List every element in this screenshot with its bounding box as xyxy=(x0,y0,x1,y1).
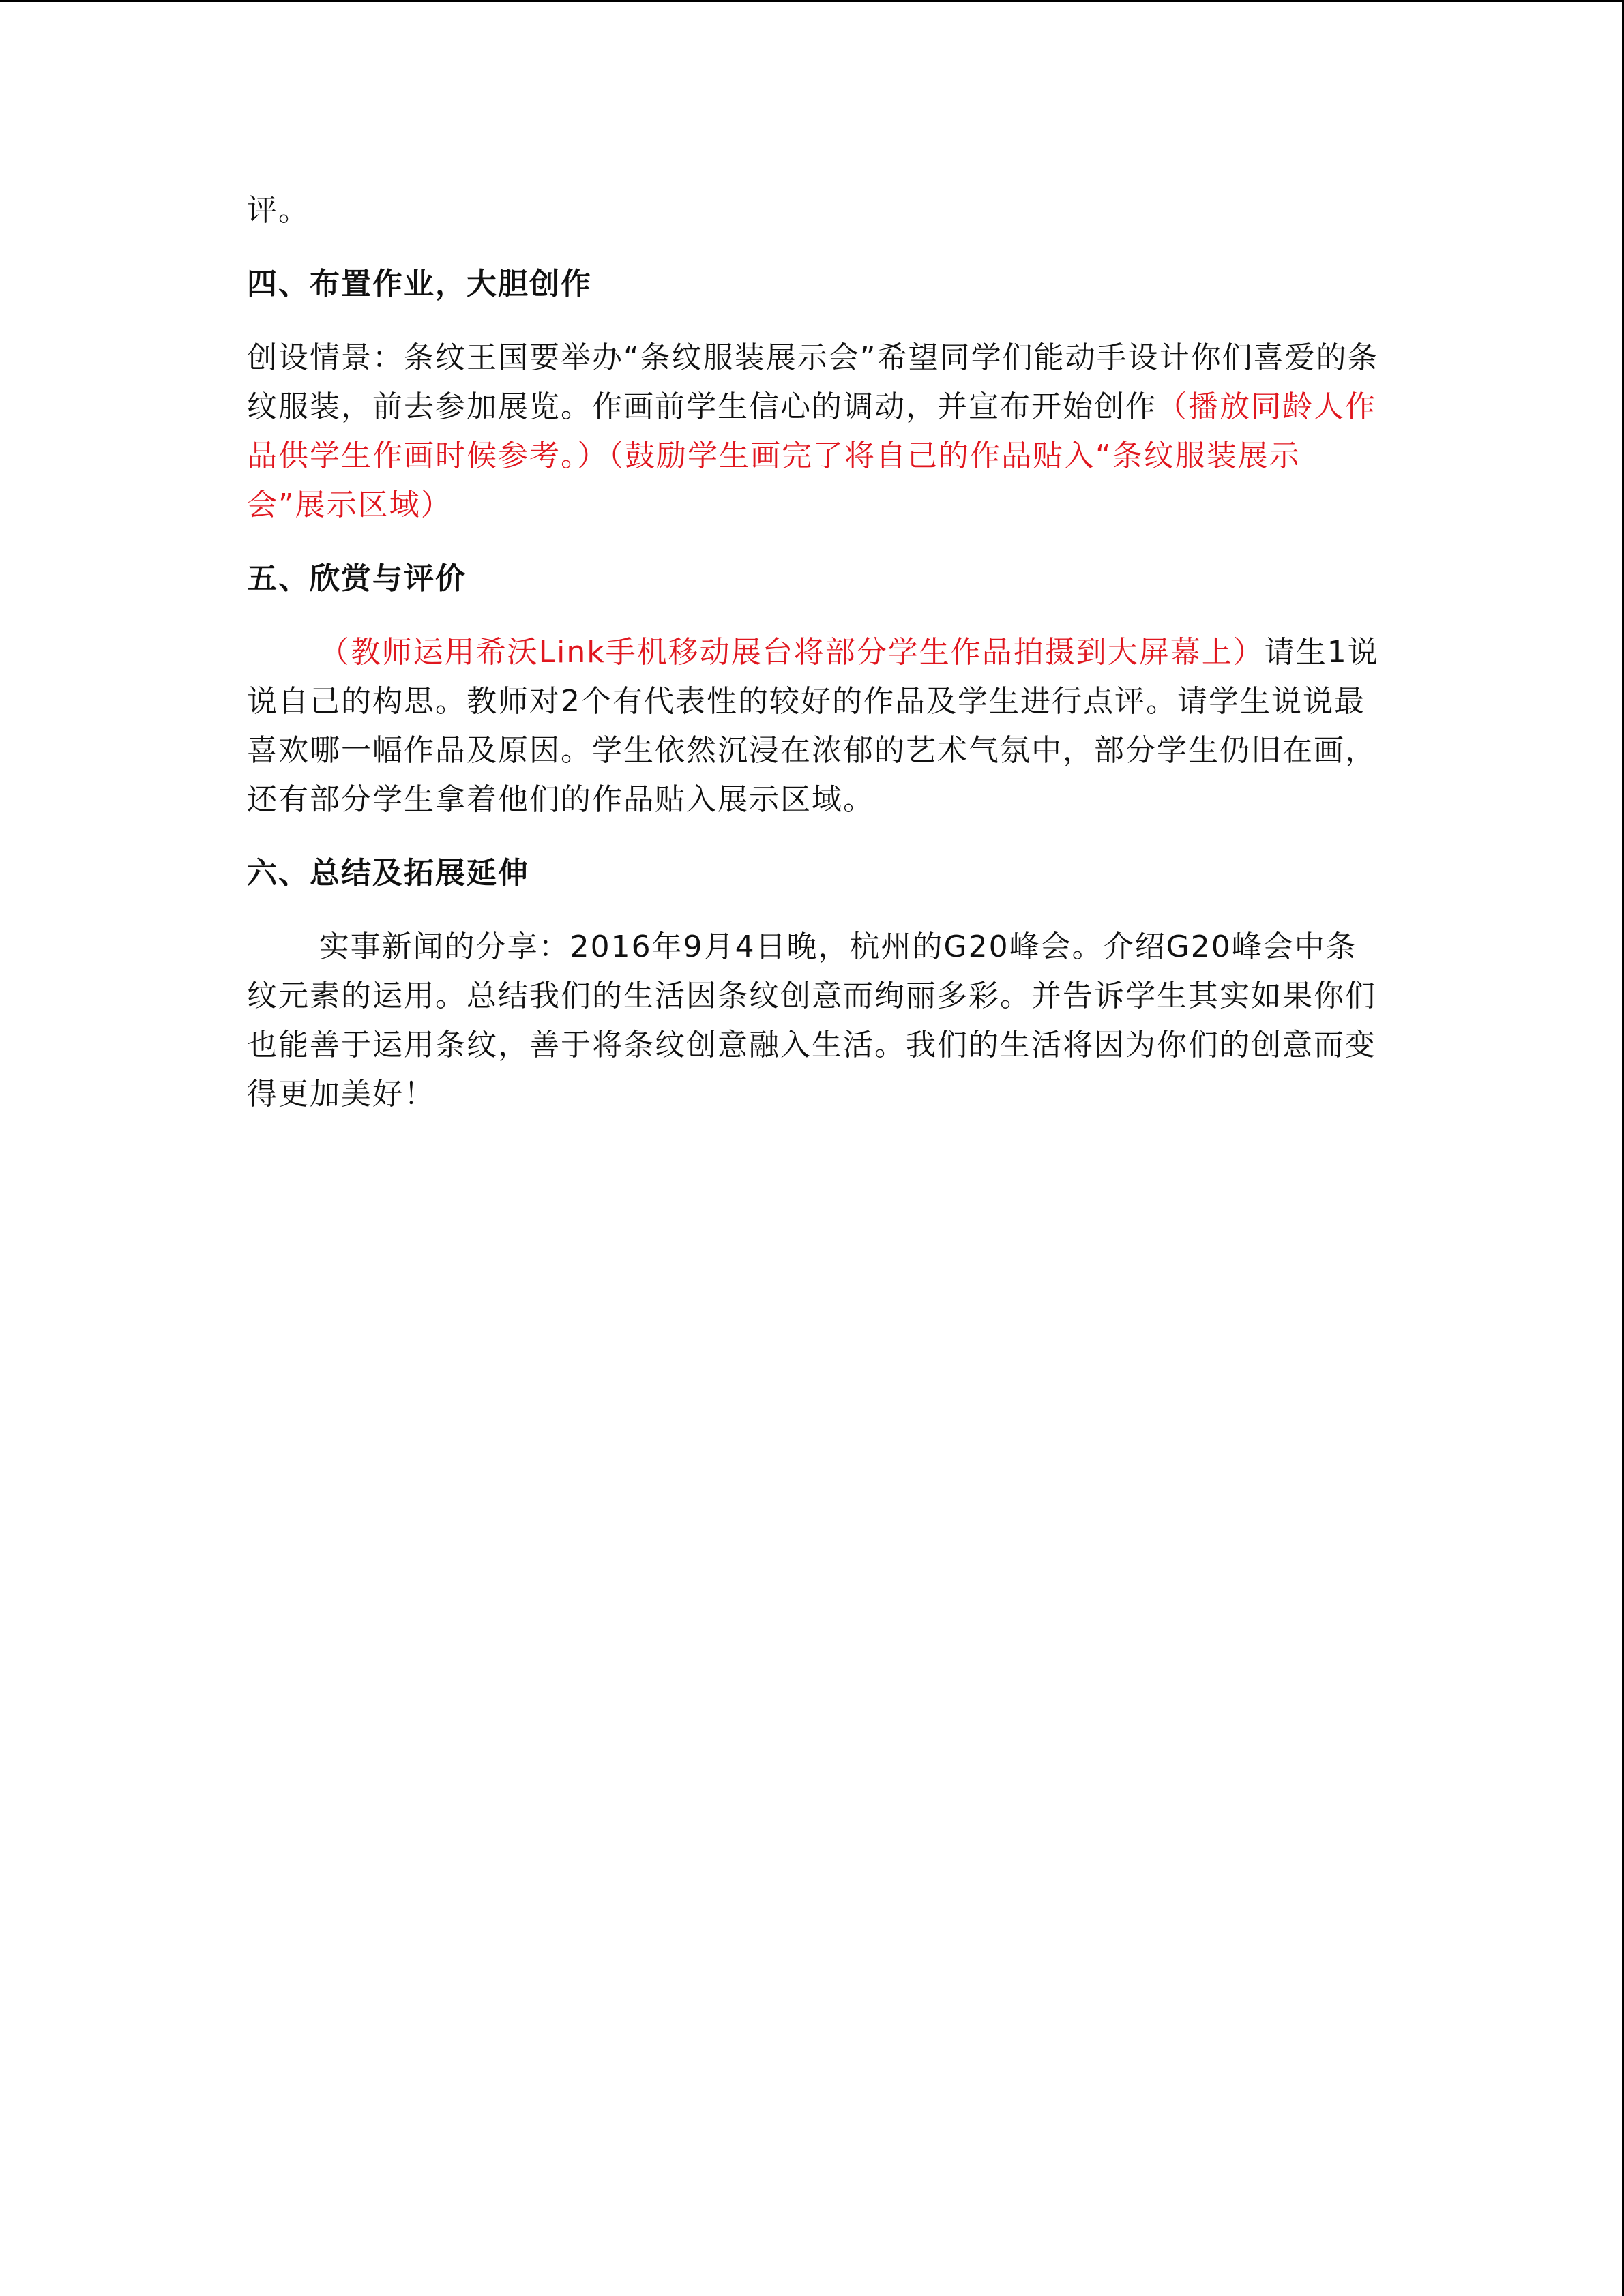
section-heading-4: 四、布置作业，大胆创作 xyxy=(247,267,592,301)
paragraph-section-6: 实事新闻的分享：2016年9月4日晚，杭州的G20峰会。介绍G20峰会中条纹元素的运用。总结我们的生活因条纹创意而绚丽多彩。并告诉学生其实如果你们也能善于运用条纹，善于将条纹创意融入生活。我们的生活将因为你们的创意而变得更加美好！ xyxy=(247,929,1376,1112)
paragraph-section-5-text: 请生1说说自己的构思。教师对2个有代表性的较好的作品及学生进行点评。请学生说说最喜欢哪一幅作品及原因。学生依然沉浸在浓郁的艺术气氛中，部分学生仍旧在画，还有部分学生拿着他们的作品贴入展示区域。 xyxy=(247,635,1379,817)
teacher-note-red-3: （教师运用希沃Link手机移动展台将部分学生作品拍摄到大屏幕上） xyxy=(319,635,1265,670)
paragraph-section-5 xyxy=(247,628,1379,824)
document-body xyxy=(247,186,1379,1119)
section-heading-5: 五、欣赏与评价 xyxy=(247,561,467,596)
paragraph-section-4-text: 创设情景：条纹王国要举办“条纹服装展示会”希望同学们能动手设计你们喜爱的条纹服装，前去参加展览。作画前学生信心的调动，并宣布开始创作 xyxy=(247,340,1379,424)
section-heading-6: 六、总结及拓展延伸 xyxy=(247,856,529,891)
teacher-note-red-2: （鼓励学生画完了将自己的作品贴入“条纹服装展示会”展示区域） xyxy=(247,438,1301,522)
paragraph-continuation: 评。 xyxy=(247,193,310,228)
teacher-note-red-1: （播放同龄人作品供学生作画时候参考。） xyxy=(247,389,1376,473)
paragraph-section-4 xyxy=(247,333,1379,530)
